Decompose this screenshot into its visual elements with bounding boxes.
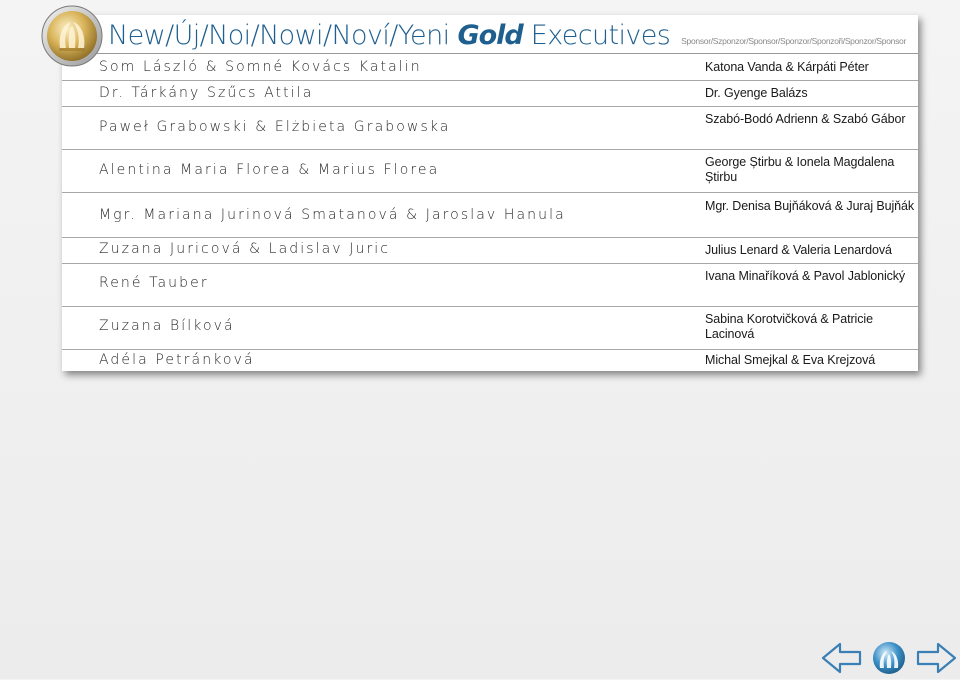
title-gold: Gold <box>457 20 523 51</box>
executive-name: Paweł Grabowski & Elżbieta Grabowska <box>99 119 451 135</box>
table-row <box>62 238 918 264</box>
sponsor-name: Julius Lenard & Valeria Lenardová <box>705 243 892 257</box>
page-title <box>108 20 670 51</box>
sponsor-name: Sabina Korotvičková & Patricie Lacinová <box>705 312 873 341</box>
executives-card <box>62 15 918 371</box>
arrow-left-icon[interactable] <box>820 640 864 676</box>
table-row <box>62 54 918 81</box>
logo-home-icon[interactable] <box>868 640 910 676</box>
sponsor-name: Mgr. Denisa Bujňáková & Juraj Bujňák <box>705 199 915 213</box>
card-header <box>62 15 918 54</box>
sponsor-name: Ivana Minaříková & Pavol Jablonický <box>705 269 906 283</box>
executive-name: Zuzana Juricová & Ladislav Juric <box>99 241 391 257</box>
sponsor-name: George Știrbu & Ionela Magdalena Știrbu <box>705 155 895 184</box>
table-row <box>62 150 918 193</box>
sponsor-name: Michal Smejkal & Eva Krejzová <box>705 353 876 367</box>
table-row <box>62 350 918 371</box>
table-row <box>62 307 918 350</box>
sponsor-name: Katona Vanda & Kárpáti Péter <box>705 60 869 74</box>
executive-name: Dr. Tárkány Szűcs Attila <box>99 85 314 101</box>
executive-name: Mgr. Mariana Jurinová Smatanová & Jaroslav Hanula <box>99 207 566 223</box>
gold-emblem-icon <box>40 4 104 68</box>
table-row <box>62 264 918 307</box>
title-rest: Executives <box>522 20 671 51</box>
sponsor-column-label: Sponsor/Szponzor/Sponsor/Sponzor/Sponzoři/Sponzor/Sponsor <box>681 36 906 46</box>
executive-name: Adéla Petránková <box>99 352 255 368</box>
executive-name: Som László & Somné Kovács Katalin <box>99 59 422 75</box>
executive-name: René Tauber <box>99 275 209 291</box>
executive-name: Zuzana Bílková <box>99 318 235 334</box>
table-row <box>62 81 918 107</box>
table-row <box>62 193 918 238</box>
sponsor-name: Dr. Gyenge Balázs <box>705 86 808 100</box>
title-main: New/Új/Noi/Nowi/Noví/Yeni <box>108 20 458 51</box>
sponsor-name: Szabó-Bodó Adrienn & Szabó Gábor <box>705 112 906 126</box>
arrow-right-icon[interactable] <box>914 640 958 676</box>
table-row <box>62 107 918 150</box>
executive-name: Alentina Maria Florea & Marius Florea <box>99 162 440 178</box>
